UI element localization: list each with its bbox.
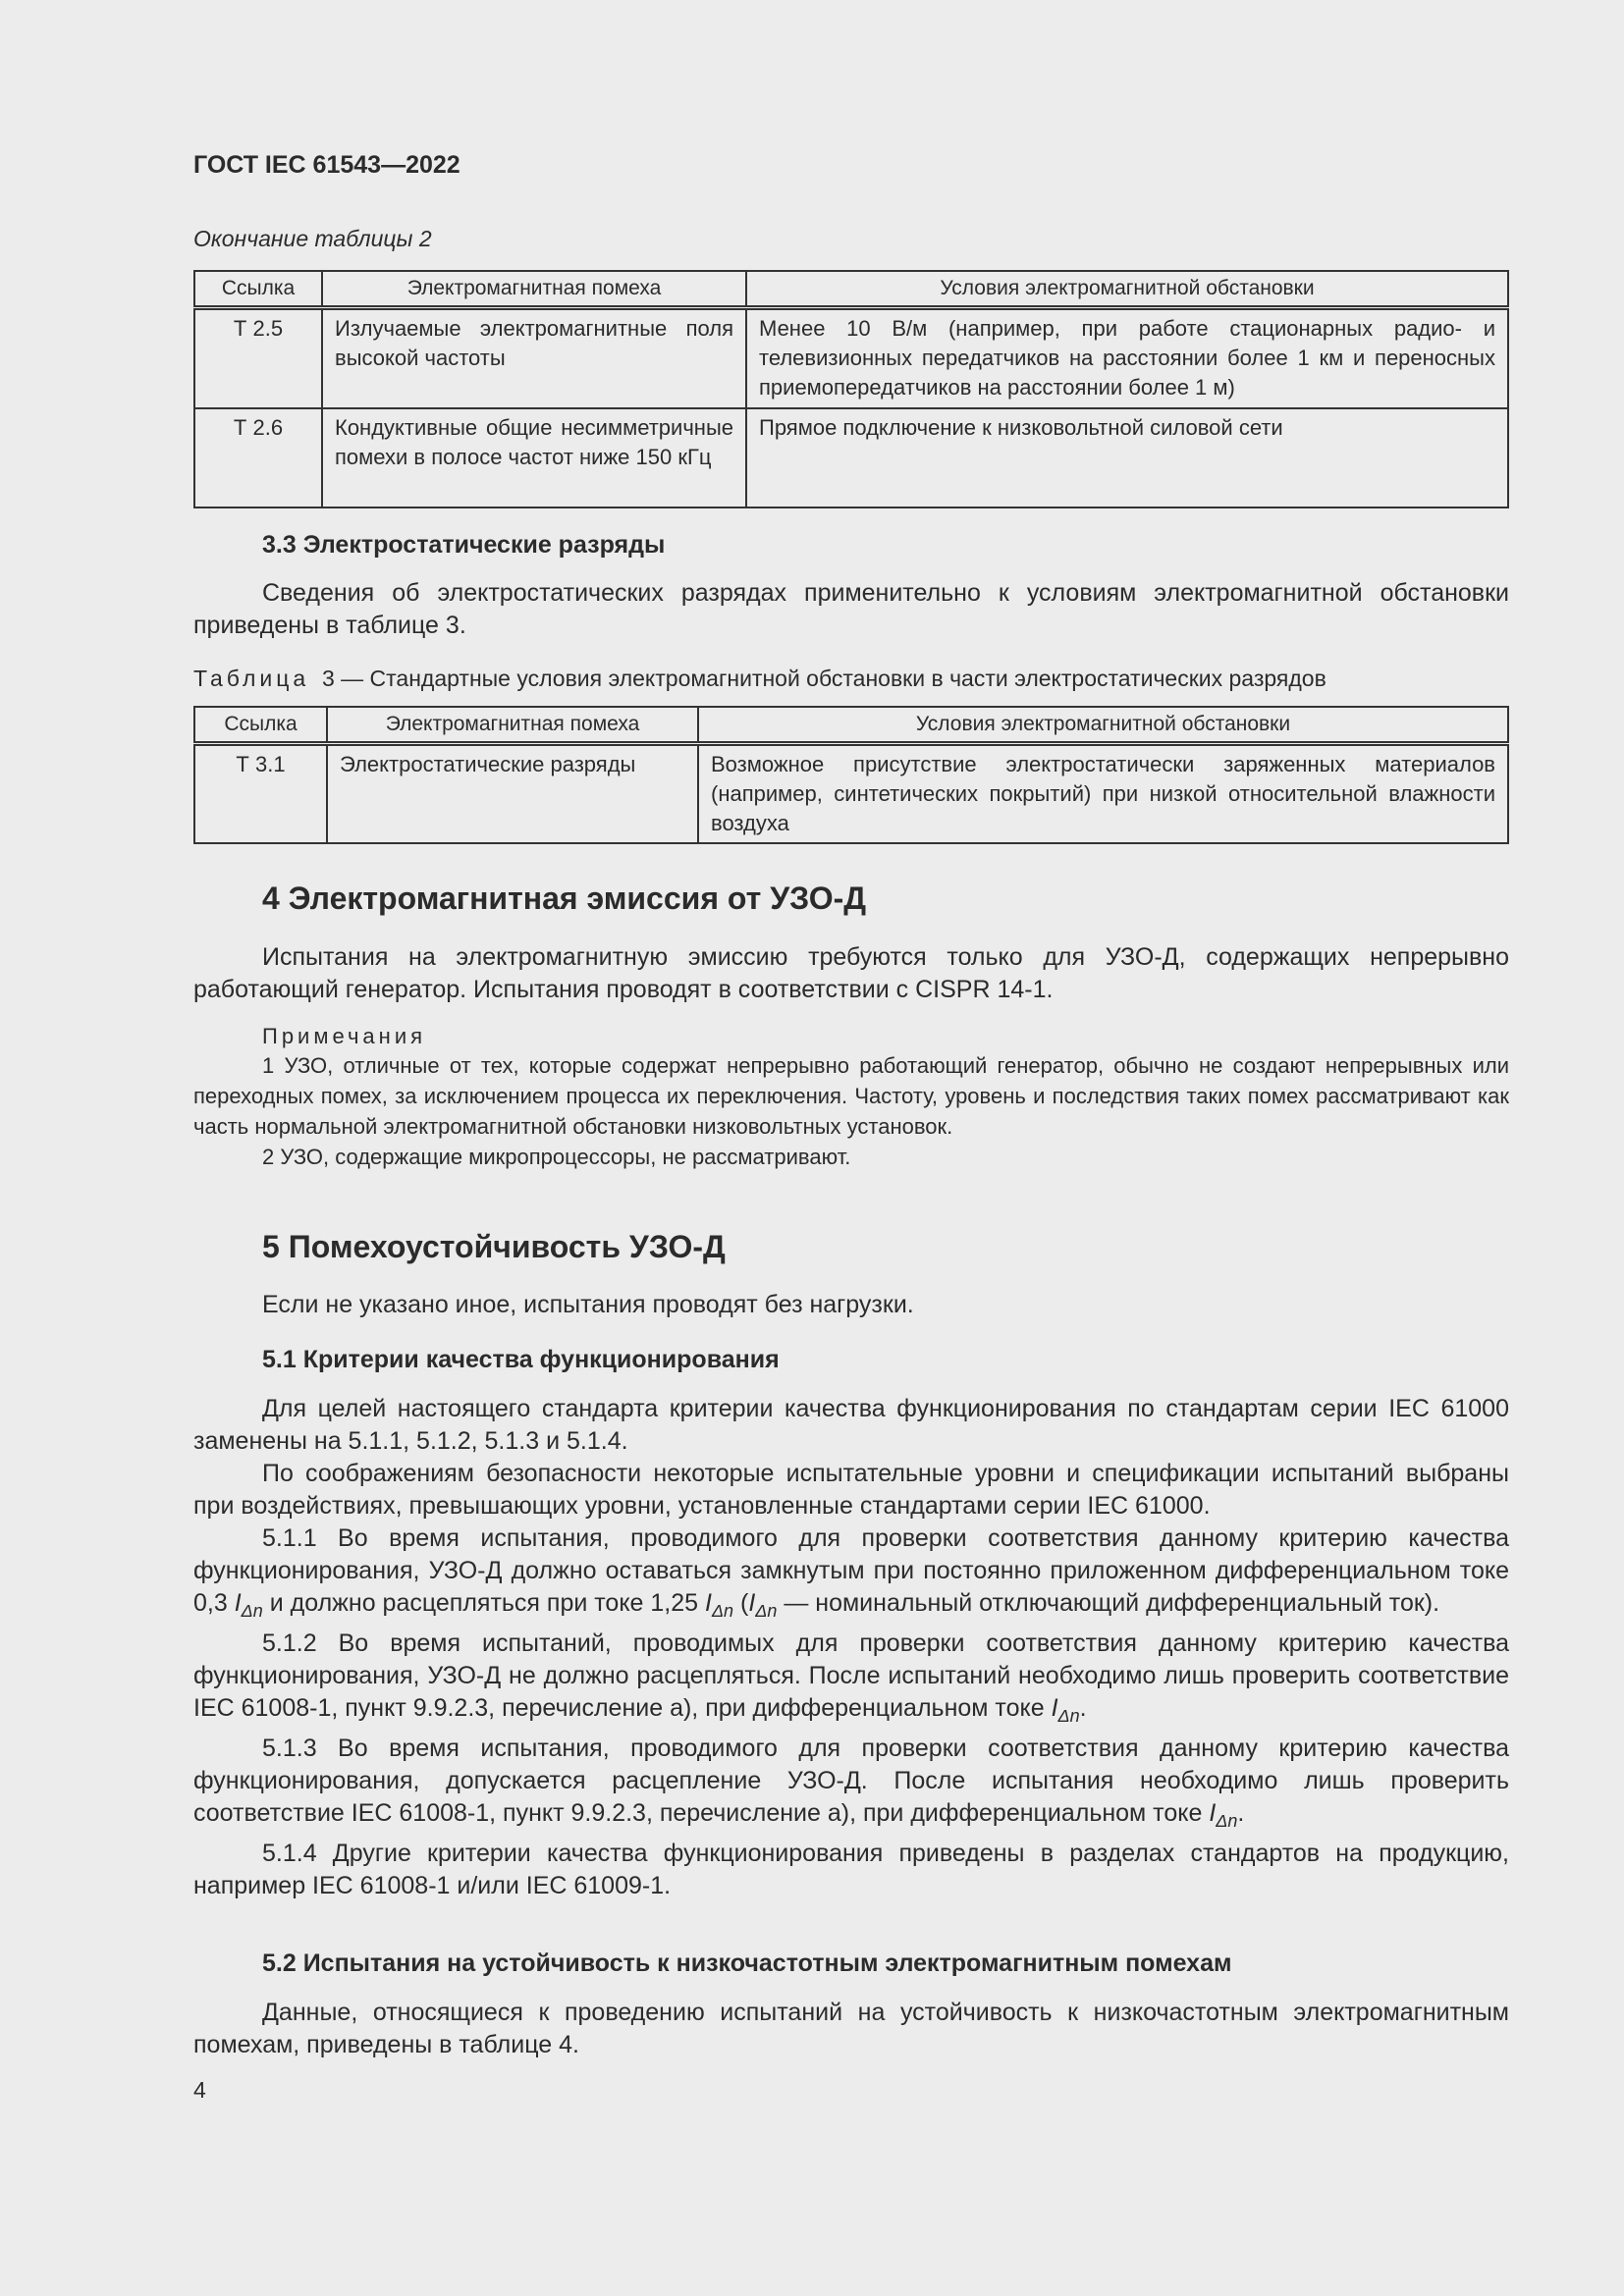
section-5-intro: Если не указано иное, испытания проводят без нагрузки. [262,1291,914,1318]
section-4-title: 4 Электромагнитная эмиссия от УЗО-Д [262,881,867,916]
section-5-1-title: 5.1 Критерии качества функционирования [262,1346,780,1373]
table-row [194,308,1508,408]
cell-conditions: Прямое подключение к низковольтной силовой сети [746,408,1508,507]
col-header-conditions: Условия электромагнитной обстановки [698,707,1508,744]
section-5-2-text: Данные, относящиеся к проведению испытаний на устойчивость к низкочастотным электромагнитным помехам, приведены в таблице 4. [193,1999,1509,2058]
table2-caption: Окончание таблицы 2 [193,226,432,251]
section-5-2-title: 5.2 Испытания на устойчивость к низкочастотным электромагнитным помехам [262,1949,1232,1977]
cell-phenomenon: Кондуктивные общие несимметричные помехи в полосе частот ниже 150 кГц [322,408,746,507]
paragraph-5-1-4: 5.1.4 Другие критерии качества функционирования приведены в разделах стандартов на продукцию, например IEC 61008-1 и/или IEC 61009-1. [193,1840,1509,1899]
col-header-ref: Ссылка [194,271,322,308]
paragraph: Для целей настоящего стандарта критерии качества функционирования по стандартам серии IEC 61000 заменены на 5.1.1, 5.1.2, 5.1.3 и 5.1.4. [193,1395,1509,1455]
table-2-end [193,270,1509,508]
section-5-1-body [193,1393,1509,1902]
col-header-ref: Ссылка [194,707,327,744]
paragraph-5-1-3: 5.1.3 Во время испытания, проводимого для проверки соответствия данному критерию качества функционирования, допускается расцепление УЗО-Д. После испытания необходимо лишь проверить соответствие IEC 61008-1, пункт 9.9.2.3, перечисление а), при дифференциальном токе $I_{\Delta n}$. [193,1735,1509,1831]
cell-ref: Т 2.5 [194,308,322,408]
paragraph: По соображениям безопасности некоторые испытательные уровни и спецификации испытаний выбраны при воздействиях, превышающих уровни, установленные стандартами серии IEC 61000. [193,1460,1509,1520]
document-header: ГОСТ IEC 61543—2022 [193,151,460,179]
col-header-phenomenon: Электромагнитная помеха [322,271,746,308]
table-3 [193,706,1509,844]
cell-ref: Т 3.1 [194,744,327,844]
table-row [194,744,1508,844]
section-3-3-text: Сведения об электростатических разрядах применительно к условиям электромагнитной обстановки приведены в таблице 3. [193,579,1509,639]
section-5-title: 5 Помехоустойчивость УЗО-Д [262,1229,726,1264]
paragraph-5-1-2: 5.1.2 Во время испытаний, проводимых для проверки соответствия данному критерию качества функционирования, УЗО-Д не должно расцепляться. После испытаний необходимо лишь проверить соответствие IEC 61008-1, пункт 9.9.2.3, перечисление а), при дифференциальном токе $I_{\Delta n}$. [193,1629,1509,1726]
table-row [194,408,1508,507]
cell-phenomenon: Излучаемые электромагнитные поля высокой частоты [322,308,746,408]
paragraph-5-1-1: 5.1.1 Во время испытания, проводимого для проверки соответствия данному критерию качества функционирования, УЗО-Д должно оставаться замкнутым при постоянно приложенном дифференциальном токе 0,3 $I_{\Delta n}$ и должно расцепляться при токе 1,25 $I_{\Delta n}$ ($I_{\Delta n}$ — номинальный отключающий дифференциальный ток). [193,1524,1509,1621]
table3-caption: Таблица 3 — Стандартные условия электромагнитной обстановки в части электростатических разрядов [193,666,1326,691]
note-1: 1 УЗО, отличные от тех, которые содержат непрерывно работающий генератор, обычно не создают непрерывных или переходных помех, за исключением процесса их переключения. Частоту, уровень и последствия таких помех рассматривают как часть нормальной электромагнитной обстановки низковольтных установок. [193,1053,1509,1139]
cell-phenomenon: Электростатические разряды [327,744,698,844]
section-3-3-title: 3.3 Электростатические разряды [262,531,666,559]
cell-ref: Т 2.6 [194,408,322,507]
section-4-text: Испытания на электромагнитную эмиссию требуются только для УЗО-Д, содержащих непрерывно работающий генератор. Испытания проводят в соответствии с CISPR 14-1. [193,943,1509,1003]
notes-label: Примечания [262,1024,427,1048]
page-number: 4 [193,2077,206,2103]
col-header-conditions: Условия электромагнитной обстановки [746,271,1508,308]
table3-label: Таблица [193,666,310,691]
note-2: 2 УЗО, содержащие микропроцессоры, не рассматривают. [262,1145,851,1169]
col-header-phenomenon: Электромагнитная помеха [327,707,698,744]
cell-conditions: Менее 10 В/м (например, при работе стационарных радио- и телевизионных передатчиков на расстоянии более 1 км и переносных приемопередатчиков на расстоянии более 1 м) [746,308,1508,408]
cell-conditions: Возможное присутствие электростатически заряженных материалов (например, синтетических покрытий) при низкой относительной влажности воздуха [698,744,1508,844]
